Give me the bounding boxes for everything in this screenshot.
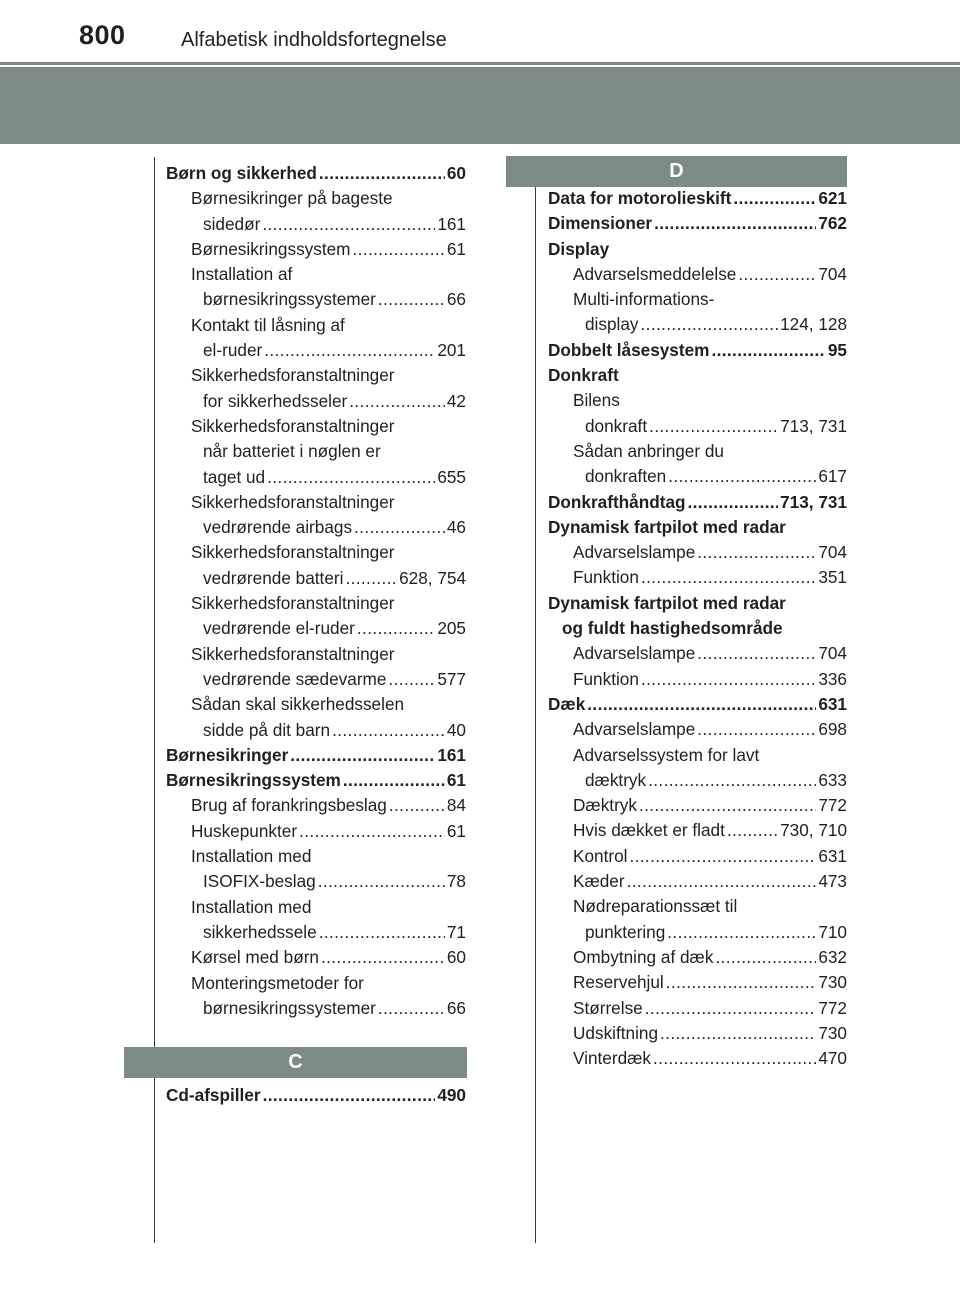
index-entry [548,667,847,692]
index-term: Børnesikringssystem [191,238,351,259]
index-term: Advarselssystem for lavt [573,744,760,765]
index-entry [166,971,466,996]
index-entry [548,312,847,337]
index-term: sidedør [203,213,261,234]
dot-leader [388,667,435,692]
index-term: Funktion [573,567,639,588]
page-ref: 336 [818,668,847,689]
index-entry [166,743,466,768]
page-header [0,0,960,66]
index-term: Installation med [191,896,312,917]
index-term: Sådan skal sikkerhedsselen [191,694,405,715]
dot-leader [262,212,435,237]
page-ref: 577 [437,668,466,689]
index-entry [548,970,847,995]
index-entry [548,793,847,818]
index-entry [166,161,466,186]
index-entry [166,490,466,515]
page-ref: 84 [446,795,466,816]
page-ref: 698 [818,719,847,740]
index-entry [166,186,466,211]
index-entry [166,262,466,287]
index-term: Reservehjul [573,972,664,993]
index-entry [548,743,847,768]
index-term: vedrørende sædevarme [203,668,387,689]
index-term: Udskiftning [573,1022,659,1043]
page-ref: 631 [818,693,847,714]
dot-leader [319,920,445,945]
page-ref: 621 [818,188,847,208]
page-ref: 124, 128 [780,314,847,335]
index-entry [166,313,466,338]
dot-leader [378,996,445,1021]
dot-leader [697,717,816,742]
index-entry [166,793,466,818]
index-term: vedrørende airbags [203,517,353,538]
dot-leader [389,793,445,818]
index-term: når batteriet i nøglen er [203,441,381,462]
dot-leader [627,869,817,894]
dot-leader [353,237,445,262]
index-term: Dæktryk [573,795,637,816]
index-entry [166,844,466,869]
page-ref: 631 [818,845,847,866]
index-entry [166,895,466,920]
dot-leader [343,768,445,793]
page-ref: 351 [818,567,847,588]
page-ref: 617 [818,466,847,487]
index-term: Sikkerhedsforanstaltninger [191,365,395,386]
dot-leader [648,768,816,793]
index-term: Hvis dækket er fladt [573,820,725,841]
page-ref: 473 [818,871,847,892]
index-term: Sikkerhedsforanstaltninger [191,491,395,512]
index-entry [548,591,847,616]
page-ref: 713, 731 [780,415,847,436]
index-term: Installation af [191,264,293,285]
page-ref: 655 [437,466,466,487]
dot-leader [357,616,435,641]
right-column-rule [535,157,536,1243]
index-entry [548,945,847,970]
index-column-right [548,186,847,1071]
index-term: Advarselsmeddelelse [573,263,737,284]
index-entry [548,338,847,363]
index-term: Installation med [191,846,312,867]
index-term: Sikkerhedsforanstaltninger [191,593,395,614]
page-ref: 42 [446,390,466,411]
dot-leader [641,667,816,692]
index-term: taget ud [203,466,266,487]
dot-leader [641,312,779,337]
page-ref: 704 [818,643,847,664]
page-ref: 66 [446,997,466,1018]
index-entry [166,237,466,262]
dot-leader [697,540,816,565]
index-term: Monteringsmetoder for [191,972,364,993]
page-ref: 772 [818,795,847,816]
index-term: Data for motorolieskift [548,188,732,208]
index-term: dæktryk [585,769,647,790]
dot-leader [738,262,816,287]
index-entry [166,718,466,743]
index-entry [548,515,847,540]
index-entry [166,616,466,641]
page-ref: 78 [446,871,466,892]
page-ref: 772 [818,997,847,1018]
index-entry [548,768,847,793]
page-ref: 60 [446,163,466,183]
index-entry [166,642,466,667]
index-entry [548,262,847,287]
index-entry [166,591,466,616]
index-term: Advarselslampe [573,643,696,664]
index-term: Vinterdæk [573,1048,652,1069]
index-term: Donkrafthåndtag [548,491,686,512]
page-ref: 61 [446,820,466,841]
index-term: Dobbelt låsesystem [548,339,710,360]
page-ref: 633 [818,769,847,790]
index-entry [166,465,466,490]
dot-leader [345,566,397,591]
index-entry [166,566,466,591]
page-ref: 71 [446,921,466,942]
index-term: Dimensioner [548,213,653,234]
index-term: sikkerhedssele [203,921,317,942]
index-term: Børnesikringer [166,744,289,765]
dot-leader [629,844,816,869]
index-entry [548,237,847,262]
page-ref: 632 [818,946,847,967]
index-term: Donkraft [548,365,619,386]
index-entry [166,869,466,894]
index-term: display [585,314,639,335]
index-entry [166,819,466,844]
page-ref: 46 [446,517,466,538]
index-term: og fuldt hastighedsområde [562,618,783,639]
index-entry [166,515,466,540]
page-ref: 730 [818,972,847,993]
index-term: Dynamisk fartpilot med radar [548,592,786,613]
index-term: Brug af forankringsbeslag [191,795,387,816]
dot-leader [299,819,445,844]
index-entry [548,844,847,869]
index-term: Kontakt til låsning af [191,314,345,335]
dot-leader [290,743,435,768]
index-entry [166,692,466,717]
dot-leader [321,945,445,970]
index-term: børnesikringssystemer [203,289,376,310]
header-band [0,67,960,144]
index-entry [548,490,847,515]
dot-leader [263,1083,436,1108]
index-entry [166,389,466,414]
index-entry [166,945,466,970]
index-term: Kontrol [573,845,628,866]
index-term: el-ruder [203,340,263,361]
index-term: Advarselslampe [573,542,696,563]
index-term: Nødreparationssæt til [573,896,738,917]
index-entry [166,212,466,237]
index-entry [548,717,847,742]
dot-leader [587,692,816,717]
index-term: punktering [585,921,666,942]
page-ref: 205 [437,618,466,639]
dot-leader [378,287,445,312]
index-entry [548,388,847,413]
index-entry [548,1046,847,1071]
page-ref: 730, 710 [780,820,847,841]
page-ref: 762 [818,213,847,234]
index-term: børnesikringssystemer [203,997,376,1018]
index-entry [548,414,847,439]
page-ref: 161 [437,213,466,234]
index-entry [548,616,847,641]
index-entry [166,920,466,945]
dot-leader [318,869,445,894]
index-term: Display [548,238,610,259]
index-entry [548,186,847,211]
page-number: 800 [79,20,126,50]
header-rule [0,62,960,65]
index-entry [548,363,847,388]
index-entry [166,439,466,464]
index-entry [166,414,466,439]
index-entry [548,818,847,843]
index-term: Dynamisk fartpilot med radar [548,516,786,537]
page-ref: 40 [446,719,466,740]
index-entry [548,464,847,489]
dot-leader [733,186,816,211]
index-term: Bilens [573,390,620,411]
index-term: ISOFIX-beslag [203,871,316,892]
index-column-left [166,161,466,1021]
dot-leader [332,718,445,743]
dot-leader [654,211,816,236]
index-entry [166,338,466,363]
index-term: Børn og sikkerhed [166,163,317,183]
dot-leader [653,1046,816,1071]
index-term: Sikkerhedsforanstaltninger [191,643,395,664]
dot-leader [668,464,816,489]
dot-leader [267,465,435,490]
index-term: sidde på dit barn [203,719,331,740]
index-term: Kørsel med børn [191,947,319,968]
index-term: Huskepunkter [191,820,298,841]
dot-leader [666,970,817,995]
index-entry [548,565,847,590]
dot-leader [649,414,778,439]
page-ref: 60 [446,947,466,968]
index-entry [548,211,847,236]
index-term: Cd-afspiller [166,1085,261,1105]
index-term: Børnesikringssystem [166,770,341,791]
page-ref: 704 [818,263,847,284]
index-entry [166,667,466,692]
page-ref: 66 [446,289,466,310]
index-entry [166,996,466,1021]
dot-leader [639,793,816,818]
index-entry [166,287,466,312]
page-ref: 713, 731 [780,491,847,512]
index-term: Advarselslampe [573,719,696,740]
index-entry [548,996,847,1021]
index-term: Sikkerhedsforanstaltninger [191,415,395,436]
index-entry [548,692,847,717]
index-entry [548,894,847,919]
index-entry [166,1083,466,1108]
index-term: donkraft [585,415,648,436]
page-ref: 470 [818,1048,847,1069]
dot-leader [641,565,816,590]
index-term: Dæk [548,693,586,714]
index-section-c [166,1083,466,1108]
dot-leader [667,920,816,945]
dot-leader [727,818,778,843]
index-entry [548,869,847,894]
dot-leader [349,389,445,414]
index-entry [548,287,847,312]
index-term: donkraften [585,466,667,487]
index-entry [548,641,847,666]
page-ref: 730 [818,1022,847,1043]
index-term: Sådan anbringer du [573,440,724,461]
index-term: Ombytning af dæk [573,946,714,967]
dot-leader [715,945,816,970]
index-entry [548,920,847,945]
dot-leader [645,996,817,1021]
left-column-rule [154,157,155,1243]
page-title: Alfabetisk indholdsfortegnelse [181,29,447,51]
page-ref: 161 [437,744,466,765]
index-term: Kæder [573,871,625,892]
page-ref: 628, 754 [399,567,466,588]
page-ref: 201 [437,340,466,361]
index-term: Funktion [573,668,639,689]
index-term: vedrørende el-ruder [203,618,355,639]
index-term: Størrelse [573,997,643,1018]
page-ref: 61 [446,238,466,259]
dot-leader [697,641,816,666]
index-term: Børnesikringer på bageste [191,188,393,209]
page-ref: 61 [446,770,466,791]
dot-leader [688,490,779,515]
index-term: Multi-informations- [573,289,715,310]
page-ref: 704 [818,542,847,563]
section-header-d: D [506,156,847,187]
index-term: for sikkerhedsseler [203,390,348,411]
page-ref: 490 [437,1085,466,1105]
dot-leader [711,338,825,363]
section-header-c: C [124,1047,467,1078]
dot-leader [660,1021,816,1046]
index-entry [166,363,466,388]
index-entry [166,540,466,565]
page-ref: 710 [818,921,847,942]
dot-leader [264,338,435,363]
index-entry [548,540,847,565]
index-entry [548,439,847,464]
dot-leader [354,515,445,540]
page-ref: 95 [827,339,847,360]
dot-leader [319,161,445,186]
index-entry [548,1021,847,1046]
index-entry [166,768,466,793]
index-term: vedrørende batteri [203,567,344,588]
index-term: Sikkerhedsforanstaltninger [191,542,395,563]
